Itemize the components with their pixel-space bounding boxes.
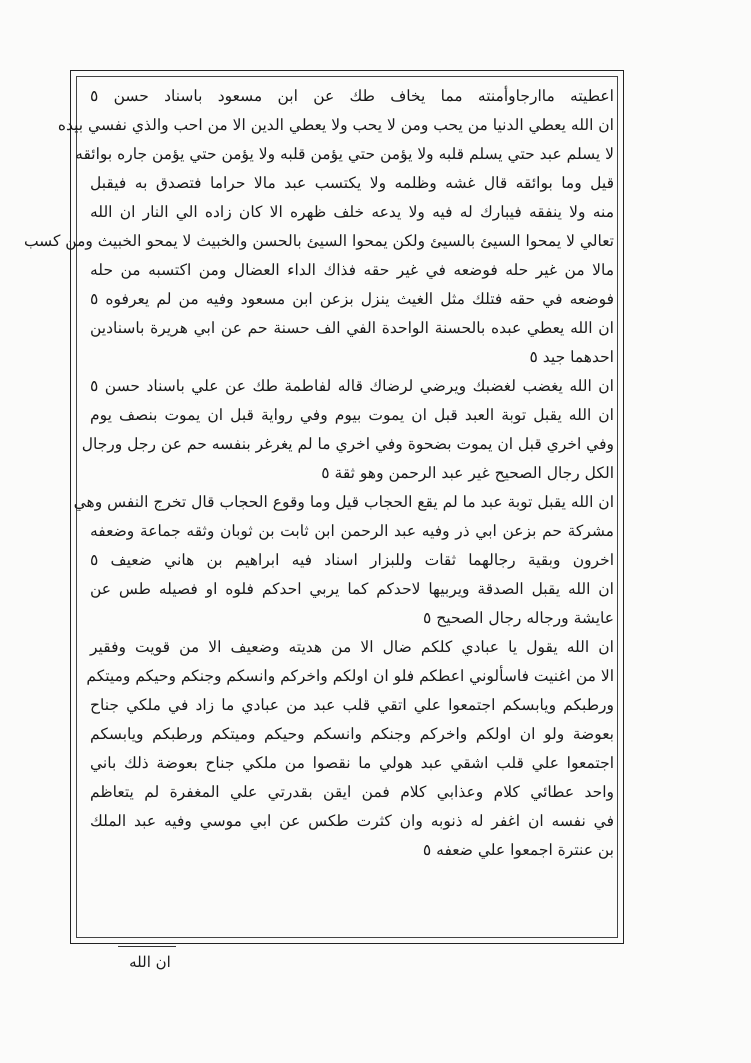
text-line: احدهما جيد ٥ (529, 348, 614, 366)
text-line: وفي اخري قبل ان يموت بضحوة وفي اخري ما لم يغرغر بنفسه حم عن رجل ورجال (81, 435, 614, 453)
text-line: لا يسلم عبد حتي يسلم قلبه ولا يؤمن حتي يؤمن قلبه ولا يؤمن حتي يؤمن جاره بوائقه (75, 145, 614, 163)
text-line: ان الله يقول يا عبادي كلكم ضال الا من هديته وضعيف الا من قويت وفقير (90, 638, 614, 656)
text-line: واحد عطائي كلام وعذابي كلام فمن ايقن بقدرتي علي المغفرة لم يتعاظم (90, 783, 614, 801)
text-line: ان الله يقبل توبة عبد ما لم يقع الحجاب قيل وما وقوع الحجاب قال تخرج النفس وهي (73, 493, 614, 511)
text-line: في نفسه ان اغفر له ذنوبه وان كثرت طكس عن ابي موسي وفيه عبد الملك (90, 812, 614, 830)
text-line: فوضعه في حقه فتلك مثل الغيث ينزل بزعن ابن مسعود وفيه من لم يعرفوه ٥ (90, 290, 614, 308)
text-line: ان الله يعطي عبده بالحسنة الواحدة الفي الف حسنة حم عن ابي هريرة باسنادين (90, 319, 614, 337)
text-line: تعالي لا يمحوا السيئ بالسيئ ولكن يمحوا السيئ بالحسن والخبيث لا يمحو الخبيث ومن كسب (23, 232, 614, 250)
text-line: عايشة ورجاله رجال الصحيح ٥ (423, 609, 614, 627)
text-line: بن عنترة اجمعوا علي ضعفه ٥ (422, 841, 614, 859)
text-line: مشركة حم بزعن ابي ذر وفيه عبد الرحمن ابن ثابت بن ثوبان وثقه جماعة وضعفه (90, 522, 614, 540)
text-line: اعطيته ماارجاوأمنته مما يخاف طك عن ابن مسعود باسناد حسن ٥ (90, 87, 614, 105)
text-line: اجتمعوا علي قلب اشقي عبد هولي ما نقصوا من ملكي جناح بعوضة ذلك باني (90, 754, 614, 772)
text-line: الكل رجال الصحيح غير عبد الرحمن وهو ثقة ٥ (321, 464, 614, 482)
text-line: ان الله يقبل توبة العبد قبل ان يموت بيوم وفي رواية قبل ان يموت بنصف يوم (90, 406, 614, 424)
catchword-rule (118, 946, 176, 947)
text-line: قيل وما بوائقه قال غشه وظلمه ولا يكتسب عبد مالا حراما فتصدق به فيقبل (90, 174, 614, 192)
text-line: مالا من غير حله فوضعه في غير حقه فذاك الداء العضال ومن اكتسبه من حله (90, 261, 614, 279)
text-line: منه ولا ينفقه فيبارك له فيه ولا يدعه خلف ظهره الا كان زاده الي النار ان الله (90, 203, 614, 221)
text-line: الا من اغنيت فاسألوني اعطكم فلو ان اولكم واخركم وانسكم وجنكم وحيكم وميتكم (86, 667, 614, 685)
text-line: ان الله يعطي الدنيا من يحب ومن لا يحب ولا يعطي الدين الا من احب والذي نفسي بيده (57, 116, 614, 134)
text-line: ان الله يقبل الصدقة ويربيها لاحدكم كما يربي احدكم فلوه او فصيله طس عن (90, 580, 614, 598)
text-line: بعوضة ولو ان اولكم واخركم وجنكم وانسكم وحيكم وميتكم ورطبكم ويابسكم (90, 725, 614, 743)
text-line: ان الله يغضب لغضبك ويرضي لرضاك قاله لفاطمة طك عن علي باسناد حسن ٥ (90, 377, 614, 395)
text-line: ورطبكم ويابسكم اجتمعوا علي اتقي قلب عبد من عبادي ما زاد في ملكي جناح (90, 696, 614, 714)
catchword: ان الله (129, 953, 171, 971)
manuscript-text (23, 82, 614, 932)
text-line: اخرون وبقية رجالهما ثقات وللبزار اسناد فيه ابراهيم بن هاني ضعيف ٥ (90, 551, 614, 569)
